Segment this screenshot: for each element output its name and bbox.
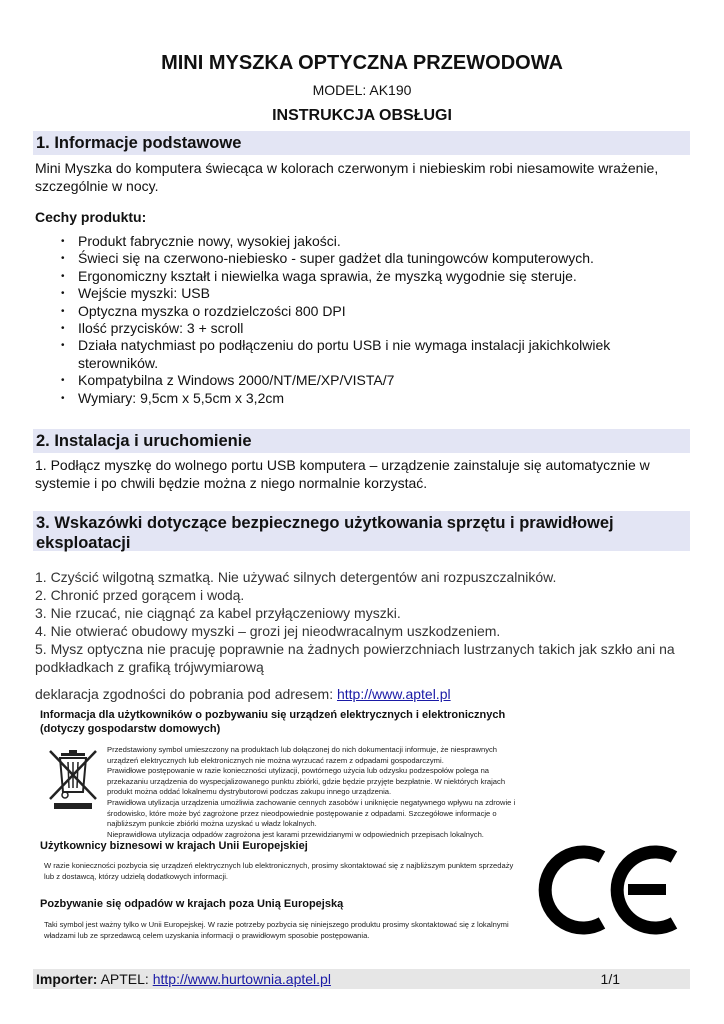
model-number: MODEL: AK190 bbox=[312, 82, 412, 98]
crossed-bin-icon bbox=[44, 748, 102, 810]
declaration-link[interactable]: http://www.aptel.pl bbox=[336, 686, 451, 702]
weee-paragraph: Prawidłowe postępowanie w razie konieczności utylizacji, powtórnego użycia lub odzysku podzespołów polega na przekazaniu urządzenia do wyspecjalizowanego punktu zbiórki, gdzie będzie przyjęte bezpłatnie. W niektórych krajach produkt można oddać lokalnemu dystrybutorowi podczas zakupu innego urządzenia. bbox=[107, 766, 506, 797]
importer-link[interactable]: http://www.hurtownia.aptel.pl bbox=[152, 971, 331, 987]
list-item: • Wejście myszki: USB bbox=[52, 285, 682, 302]
list-item: • Kompatybilna z Windows 2000/NT/ME/XP/VISTA/7 bbox=[52, 372, 682, 389]
importer-label: Importer: bbox=[36, 971, 98, 987]
document-title: MINI MYSZKA OPTYCZNA PRZEWODOWA bbox=[161, 52, 563, 74]
list-item: • Ergonomiczny kształt i niewielka waga sprawia, że myszką wygodnie się steruje. bbox=[52, 268, 682, 285]
declaration-label: deklaracja zgodności do pobrania pod adresem: bbox=[35, 686, 334, 702]
ce-mark-icon bbox=[536, 845, 684, 935]
declaration bbox=[35, 685, 690, 703]
document-subtitle: INSTRUKCJA OBSŁUGI bbox=[272, 107, 452, 124]
list-item: • Świeci się na czerwono-niebiesko - super gadżet dla tuningowców komputerowych. bbox=[52, 250, 682, 267]
list-item: • Działa natychmiast po podłączeniu do portu USB i nie wymaga instalacji jakichkolwiek sterowników. bbox=[52, 337, 682, 372]
eu-business-heading: Użytkownicy biznesowi w krajach Unii Europejskiej bbox=[40, 840, 308, 852]
list-item: 3. Nie rzucać, nie ciągnąć za kabel przyłączeniowy myszki. bbox=[35, 605, 401, 621]
list-item: 4. Nie otwierać obudowy myszki – grozi jej nieodwracalnym uszkodzeniem. bbox=[35, 623, 501, 639]
list-item: • Optyczna myszka o rozdzielczości 800 DPI bbox=[52, 303, 682, 320]
section-2-text: 1. Podłącz myszkę do wolnego portu USB komputera – urządzenie zainstaluje się automatycznie w systemie i po chwili będzie można z niego normalnie korzystać. bbox=[35, 457, 650, 491]
list-item: 2. Chronić przed gorącem i wodą. bbox=[35, 587, 245, 603]
section-2-heading: 2. Instalacja i uruchomienie bbox=[33, 429, 690, 453]
section-3-list bbox=[35, 568, 685, 676]
list-item: • Produkt fabrycznie nowy, wysokiej jakości. bbox=[52, 233, 682, 250]
section-1-heading: 1. Informacje podstawowe bbox=[33, 131, 690, 155]
list-item: 1. Czyścić wilgotną szmatką. Nie używać silnych detergentów ani rozpuszczalników. bbox=[35, 569, 557, 585]
non-eu-heading: Pozbywanie się odpadów w krajach poza Unią Europejską bbox=[40, 898, 344, 910]
page-number: 1/1 bbox=[600, 971, 620, 987]
list-item: • Ilość przycisków: 3 + scroll bbox=[52, 320, 682, 337]
eu-business-text: W razie konieczności pozbycia się urządzeń elektrycznych lub elektronicznych, prosimy skontaktować się z najbliższym punktem sprzedaży lub z dostawcą, którzy udzielą dodatkowych informacji. bbox=[44, 861, 514, 881]
weee-paragraph: Przedstawiony symbol umieszczony na produktach lub dołączonej do nich dokumentacji informuje, że niesprawnych urządzeń elektrycznych lub elektronicznych nie można wyrzucać razem z odpadami gospodarczymi. bbox=[107, 745, 498, 765]
weee-heading: Informacja dla użytkowników o pozbywaniu się urządzeń elektrycznych i elektronicznych (dotyczy gospodarstw domowych) bbox=[40, 709, 506, 735]
features-label: Cechy produktu: bbox=[35, 209, 147, 225]
footer-bar bbox=[33, 969, 690, 989]
list-item: • Wymiary: 9,5cm x 5,5cm x 3,2cm bbox=[52, 390, 682, 407]
section-3-heading: 3. Wskazówki dotyczące bezpiecznego użytkowania sprzętu i prawidłowej eksploatacji bbox=[33, 511, 690, 551]
non-eu-text: Taki symbol jest ważny tylko w Unii Europejskej. W razie potrzeby pozbycia się niniejszego produktu prosimy skontaktować się z lokalnymi władzami lub ze sprzedawcą celem uzyskania informacji o prawidłowym sposobie postępowania. bbox=[44, 920, 509, 940]
features-list bbox=[52, 233, 682, 407]
weee-paragraph: Nieprawidłowa utylizacja odpadów zagrożona jest karami przewidzianymi w odpowiednich przepisach lokalnych. bbox=[107, 829, 484, 839]
weee-body bbox=[107, 745, 519, 840]
section-1-intro: Mini Myszka do komputera świecąca w kolorach czerwonym i niebieskim robi niesamowite wrażenie, szczególnie w nocy. bbox=[35, 160, 659, 194]
weee-paragraph: Prawidłowa utylizacja urządzenia umożliwia zachowanie cennych zasobów i uniknięcie negatywnego wpływu na zdrowie i środowisko, które może być zagrożone przez nieodpowiednie postępowanie z odpadami. Szczegółowe informacje o najbliższym punkcie zbiórki można uzyskać u władz lokalnych. bbox=[107, 797, 516, 829]
importer-name: APTEL: bbox=[100, 971, 149, 987]
list-item: 5. Mysz optyczna nie pracuję poprawnie na żadnych powierzchniach lustrzanych takich jak szkło ani na podkładkach z grafiką trójwymiarową bbox=[35, 641, 675, 675]
